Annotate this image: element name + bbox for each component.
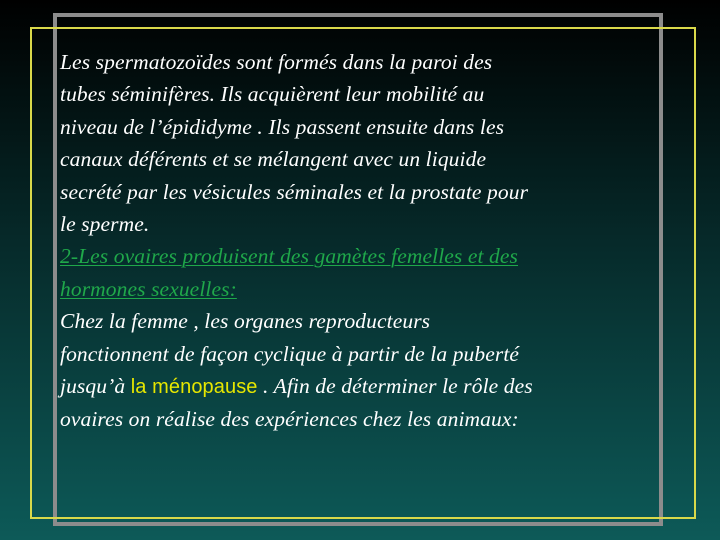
section-heading: hormones sexuelles: xyxy=(60,276,237,301)
highlighted-term: la ménopause xyxy=(130,376,258,399)
paragraph1-line: niveau de l’épididyme . Ils passent ensuite dans les xyxy=(60,114,505,139)
paragraph2-line xyxy=(60,370,690,403)
section-heading-line xyxy=(60,273,690,305)
slide-text xyxy=(60,46,690,436)
section-heading: 2-Les ovaires produisent des gamètes femelles et des xyxy=(60,244,519,269)
paragraph2-line: ovaires on réalise des expériences chez les animaux: xyxy=(60,407,519,432)
paragraph2-line: Chez la femme , les organes reproducteurs xyxy=(60,309,431,334)
paragraph2-text: . Afin de déterminer le rôle des xyxy=(257,374,533,399)
paragraph1-line: Les spermatozoïdes sont formés dans la paroi des xyxy=(60,50,493,74)
paragraph2-line: fonctionnent de façon cyclique à partir de la puberté xyxy=(60,341,520,366)
paragraph1-line: canaux déférents et se mélangent avec un liquide xyxy=(60,147,487,172)
paragraph2-text: jusqu’à xyxy=(60,374,131,399)
paragraph1-line: secrété par les vésicules séminales et la prostate pour xyxy=(60,179,529,204)
section-heading-line xyxy=(60,240,690,272)
paragraph1-line: le sperme. xyxy=(60,212,150,237)
paragraph1-line: tubes séminifères. Ils acquièrent leur mobilité au xyxy=(60,82,485,107)
